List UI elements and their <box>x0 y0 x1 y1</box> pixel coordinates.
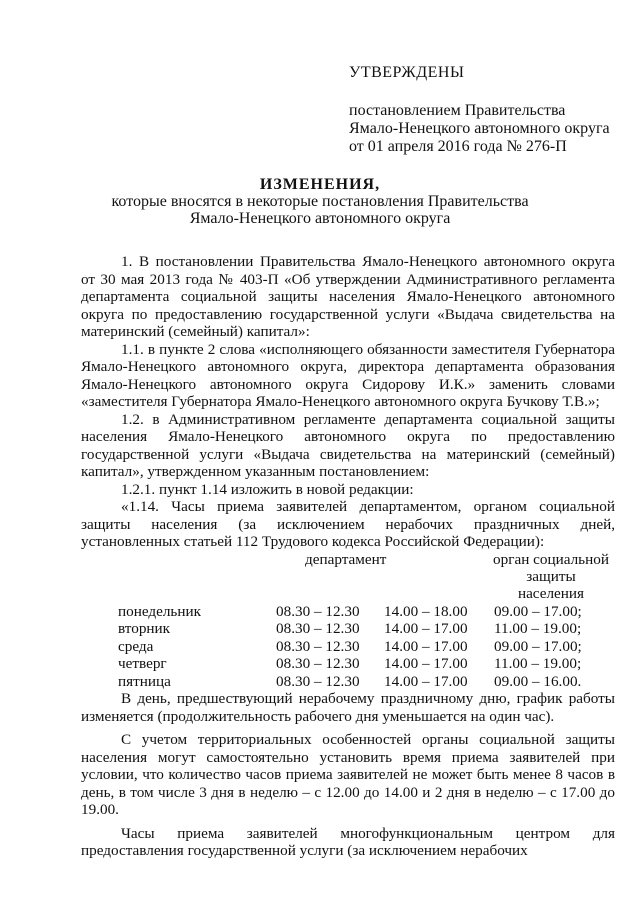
schedule-day: пятница <box>118 672 171 690</box>
paragraph-1: 1. В постановлении Правительства Ямало-Ненецкого автономного округа от 30 мая 2013 года № 403-П «Об утверждении Административного регламента департамента социальной защиты населения Ямало-Ненецкого автономного округа по предоставлению государственной услуги «Выдача свидетельства на материнский (семейный) капитал»: <box>81 253 615 340</box>
schedule-dep-morning: 08.30 – 12.30 <box>276 620 360 637</box>
table-row <box>118 638 614 656</box>
paragraph-1-2: 1.2. в Административном регламенте департамента социальной защиты населения Ямало-Ненецкого автономного округа по предоставлению государственной услуги «Выдача свидетельства на материнский (семейный) капитал», утвержденном указанным постановлением: <box>81 410 615 480</box>
paragraph-territorial: С учетом территориальных особенностей органы социальной защиты населения могут самостоятельно установить время приема заявителей при условии, что количество часов приема заявителей не может быть менее 8 часов в день, в том числе 3 дня в неделю – с 12.00 до 14.00 и 2 дня в неделю – с 17.00 до 19.00. <box>81 731 615 818</box>
schedule-col-org-line: населения <box>517 584 585 602</box>
schedule-dep-afternoon: 14.00 – 17.00 <box>384 655 468 672</box>
schedule-org-hours: 11.00 – 19.00; <box>494 655 582 672</box>
schedule-dep-afternoon: 14.00 – 17.00 <box>384 620 468 637</box>
approval-line: Ямало-Ненецкого автономного округа <box>349 120 610 137</box>
approval-block <box>349 64 610 156</box>
schedule-org-hours: 11.00 – 19.00; <box>494 620 582 637</box>
title-line: которые вносятся в некоторые постановления Правительства <box>111 193 529 210</box>
schedule-day: вторник <box>118 620 171 637</box>
document-body <box>81 253 615 860</box>
approval-line: постановлением Правительства <box>349 102 566 119</box>
schedule-day: среда <box>118 637 154 655</box>
approval-heading: УТВЕРЖДЕНЫ <box>349 64 465 81</box>
approval-line: от 01 апреля 2016 года № 276-П <box>349 138 567 155</box>
table-row <box>118 603 614 621</box>
paragraph-1-1: 1.1. в пункте 2 слова «исполняющего обязанности заместителя Губернатора Ямало-Ненецкого автономного округа, директора департамента образования Ямало-Ненецкого автономного округа Сидорову И.К.» заменить словами «заместителя Губернатора Ямало-Ненецкого автономного округа Бучкову Т.В.»; <box>81 340 615 410</box>
schedule-dep-morning: 08.30 – 12.30 <box>276 672 360 690</box>
schedule-org-hours: 09.00 – 16.00. <box>494 672 582 690</box>
schedule-day: понедельник <box>118 602 201 620</box>
schedule-dep-afternoon: 14.00 – 17.00 <box>384 672 468 690</box>
paragraph-mfc: Часы приема заявителей многофункциональным центром для предоставления государственной услуги (за исключением нерабочих <box>81 824 615 859</box>
paragraph-preholiday: В день, предшествующий нерабочему праздничному дню, график работы изменяется (продолжительность рабочего дня уменьшается на один час). <box>81 690 615 725</box>
schedule-col-org-line: орган социальной <box>493 550 609 568</box>
schedule-org-hours: 09.00 – 17.00; <box>494 602 582 620</box>
schedule-dep-morning: 08.30 – 12.30 <box>276 637 360 655</box>
schedule-dep-morning: 08.30 – 12.30 <box>276 655 360 672</box>
title-main: ИЗМЕНЕНИЯ, <box>259 176 381 193</box>
document-title <box>0 176 640 227</box>
paragraph-1-14: «1.14. Часы приема заявителей департаментом, органом социальной защиты населения (за исключением нерабочих праздничных дней, установленных статьей 112 Трудового кодекса Российской Федерации): <box>81 498 615 550</box>
schedule-dep-morning: 08.30 – 12.30 <box>276 602 360 620</box>
paragraph-1-2-1: 1.2.1. пункт 1.14 изложить в новой редакции: <box>121 480 414 498</box>
table-row <box>118 620 614 638</box>
schedule-table <box>118 603 614 691</box>
schedule-dep-afternoon: 14.00 – 18.00 <box>384 602 468 620</box>
table-row <box>118 673 614 691</box>
schedule-day: четверг <box>118 655 167 672</box>
schedule-col-org <box>481 551 621 602</box>
table-row <box>118 655 614 673</box>
schedule-col-org-line: защиты <box>526 567 576 585</box>
schedule-dep-afternoon: 14.00 – 17.00 <box>384 637 468 655</box>
schedule-org-hours: 09.00 – 17.00; <box>494 637 582 655</box>
title-line: Ямало-Ненецкого автономного округа <box>189 210 451 227</box>
schedule-col-department: департамент <box>305 550 387 568</box>
schedule-header <box>81 551 615 603</box>
